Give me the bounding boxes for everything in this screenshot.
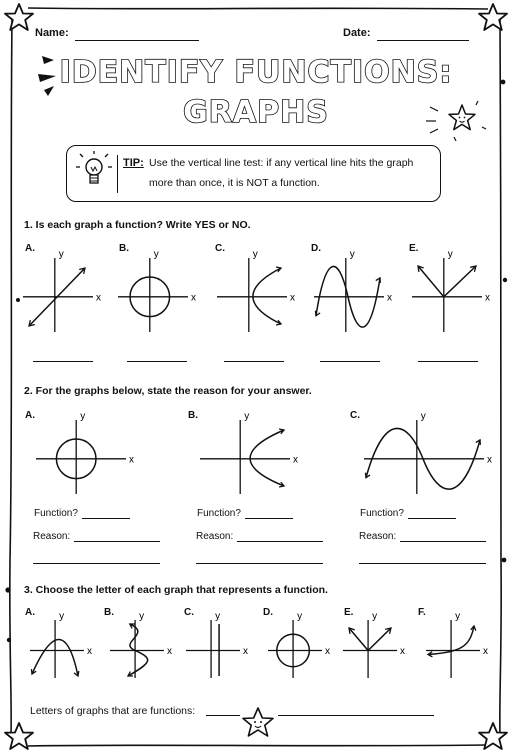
reason-answer-line[interactable] bbox=[359, 563, 486, 564]
x-axis-label: x bbox=[290, 292, 295, 304]
y-axis-label: y bbox=[80, 411, 86, 422]
star-icon bbox=[476, 1, 510, 35]
answer-line[interactable] bbox=[418, 361, 478, 362]
graph-letter: D. bbox=[263, 607, 273, 618]
y-axis-label: y bbox=[58, 249, 64, 260]
x-axis-label: x bbox=[485, 292, 490, 304]
y-axis-label: y bbox=[420, 411, 426, 422]
graph-letter: A. bbox=[25, 607, 35, 618]
x-axis-label: x bbox=[487, 454, 492, 466]
y-axis-label: y bbox=[139, 611, 145, 622]
graph-curve bbox=[418, 266, 476, 297]
graph-curve bbox=[253, 268, 281, 324]
y-axis-label: y bbox=[349, 249, 355, 260]
graph-letter: F. bbox=[418, 607, 426, 618]
y-axis-label: y bbox=[297, 611, 303, 622]
date-field[interactable] bbox=[377, 40, 469, 41]
tip-text-line1: Use the vertical line test: if any vertical line hits the graph bbox=[149, 157, 414, 169]
smiling-star-icon bbox=[238, 705, 278, 741]
section2-question: 2. For the graphs below, state the reason for your answer. bbox=[24, 385, 312, 397]
graph-letter: A. bbox=[25, 410, 35, 421]
reason-label: Reason: bbox=[359, 531, 397, 542]
answer-label: Letters of graphs that are functions: bbox=[30, 705, 196, 717]
x-axis-label: x bbox=[96, 292, 101, 304]
graph-3a-downward-parabola bbox=[24, 612, 98, 686]
graph-d-wave bbox=[308, 250, 398, 340]
function-label: Function? bbox=[197, 508, 241, 519]
graph-letter: E. bbox=[344, 607, 354, 618]
y-axis-label: y bbox=[215, 611, 221, 622]
graph-e-v-shape bbox=[406, 250, 496, 340]
name-field[interactable] bbox=[75, 40, 199, 41]
function-answer-line[interactable] bbox=[408, 518, 456, 519]
tip-label: TIP: bbox=[123, 157, 144, 169]
x-axis-label: x bbox=[129, 454, 134, 466]
page-subtitle: GRAPHS bbox=[183, 95, 329, 130]
function-label: Function? bbox=[360, 508, 404, 519]
x-axis-label: x bbox=[387, 292, 392, 304]
reason-answer-line[interactable] bbox=[33, 563, 160, 564]
graph-b-circle bbox=[112, 250, 202, 340]
tip-divider bbox=[117, 155, 118, 193]
name-label: Name: bbox=[35, 27, 69, 39]
graph-3e-v-shape bbox=[337, 612, 411, 686]
y-axis-label: y bbox=[372, 611, 378, 622]
graph-2b-sideways-parabola bbox=[194, 412, 304, 502]
graph-letter: C. bbox=[184, 607, 194, 618]
graph-letter: C. bbox=[215, 243, 225, 254]
graph-curve bbox=[250, 430, 284, 486]
graph-3c-vertical-line bbox=[180, 612, 254, 686]
answer-line[interactable] bbox=[127, 361, 187, 362]
reason-answer-line[interactable] bbox=[400, 541, 486, 542]
star-icon bbox=[476, 720, 510, 754]
arrow-head bbox=[315, 311, 320, 316]
section3-question: 3. Choose the letter of each graph that represents a function. bbox=[24, 584, 328, 596]
star-icon bbox=[2, 720, 36, 754]
y-axis-label: y bbox=[252, 249, 258, 260]
y-axis-label: y bbox=[59, 611, 65, 622]
answer-line[interactable] bbox=[320, 361, 380, 362]
star-icon bbox=[2, 1, 36, 35]
graph-letter: C. bbox=[350, 410, 360, 421]
graph-3b-vertical-wave bbox=[104, 612, 178, 686]
graph-3d-circle bbox=[262, 612, 336, 686]
function-answer-line[interactable] bbox=[245, 518, 293, 519]
x-axis-label: x bbox=[400, 645, 405, 657]
date-label: Date: bbox=[343, 27, 371, 39]
answer-field[interactable] bbox=[278, 715, 434, 716]
reason-label: Reason: bbox=[196, 531, 234, 542]
graph-letter: D. bbox=[311, 243, 321, 254]
graph-3f-exponential bbox=[420, 612, 494, 686]
x-axis-label: x bbox=[243, 645, 248, 657]
graph-c-sideways-parabola bbox=[211, 250, 301, 340]
reason-answer-line[interactable] bbox=[74, 541, 160, 542]
lightbulb-icon bbox=[74, 151, 114, 197]
graph-letter: B. bbox=[104, 607, 114, 618]
x-axis-label: x bbox=[325, 645, 330, 657]
reason-answer-line[interactable] bbox=[196, 563, 323, 564]
graph-curve bbox=[349, 628, 391, 650]
reason-label: Reason: bbox=[33, 531, 71, 542]
reason-answer-line[interactable] bbox=[237, 541, 323, 542]
smiling-star-icon bbox=[418, 97, 488, 147]
page-title: IDENTIFY FUNCTIONS: bbox=[59, 55, 453, 90]
answer-line[interactable] bbox=[33, 361, 93, 362]
graph-2a-circle bbox=[30, 412, 140, 502]
x-axis-label: x bbox=[293, 454, 298, 466]
graph-letter: B. bbox=[188, 410, 198, 421]
section1-question: 1. Is each graph a function? Write YES or NO. bbox=[24, 219, 251, 231]
function-label: Function? bbox=[34, 508, 78, 519]
answer-field[interactable] bbox=[206, 715, 240, 716]
graph-letter: E. bbox=[409, 243, 419, 254]
graph-letter: A. bbox=[25, 243, 35, 254]
graph-letter: B. bbox=[119, 243, 129, 254]
answer-line[interactable] bbox=[224, 361, 284, 362]
function-answer-line[interactable] bbox=[82, 518, 130, 519]
y-axis-label: y bbox=[244, 411, 250, 422]
x-axis-label: x bbox=[191, 292, 196, 304]
x-axis-label: x bbox=[87, 645, 92, 657]
y-axis-label: y bbox=[153, 249, 159, 260]
tip-box bbox=[66, 145, 441, 202]
arrow-head bbox=[376, 278, 381, 283]
x-axis-label: x bbox=[167, 645, 172, 657]
graph-2c-wave bbox=[358, 412, 498, 502]
y-axis-label: y bbox=[447, 249, 453, 260]
y-axis-label: y bbox=[455, 611, 461, 622]
tip-text-line2: more than once, it is NOT a function. bbox=[149, 177, 320, 189]
graph-a-diagonal-line bbox=[17, 250, 107, 340]
x-axis-label: x bbox=[483, 645, 488, 657]
